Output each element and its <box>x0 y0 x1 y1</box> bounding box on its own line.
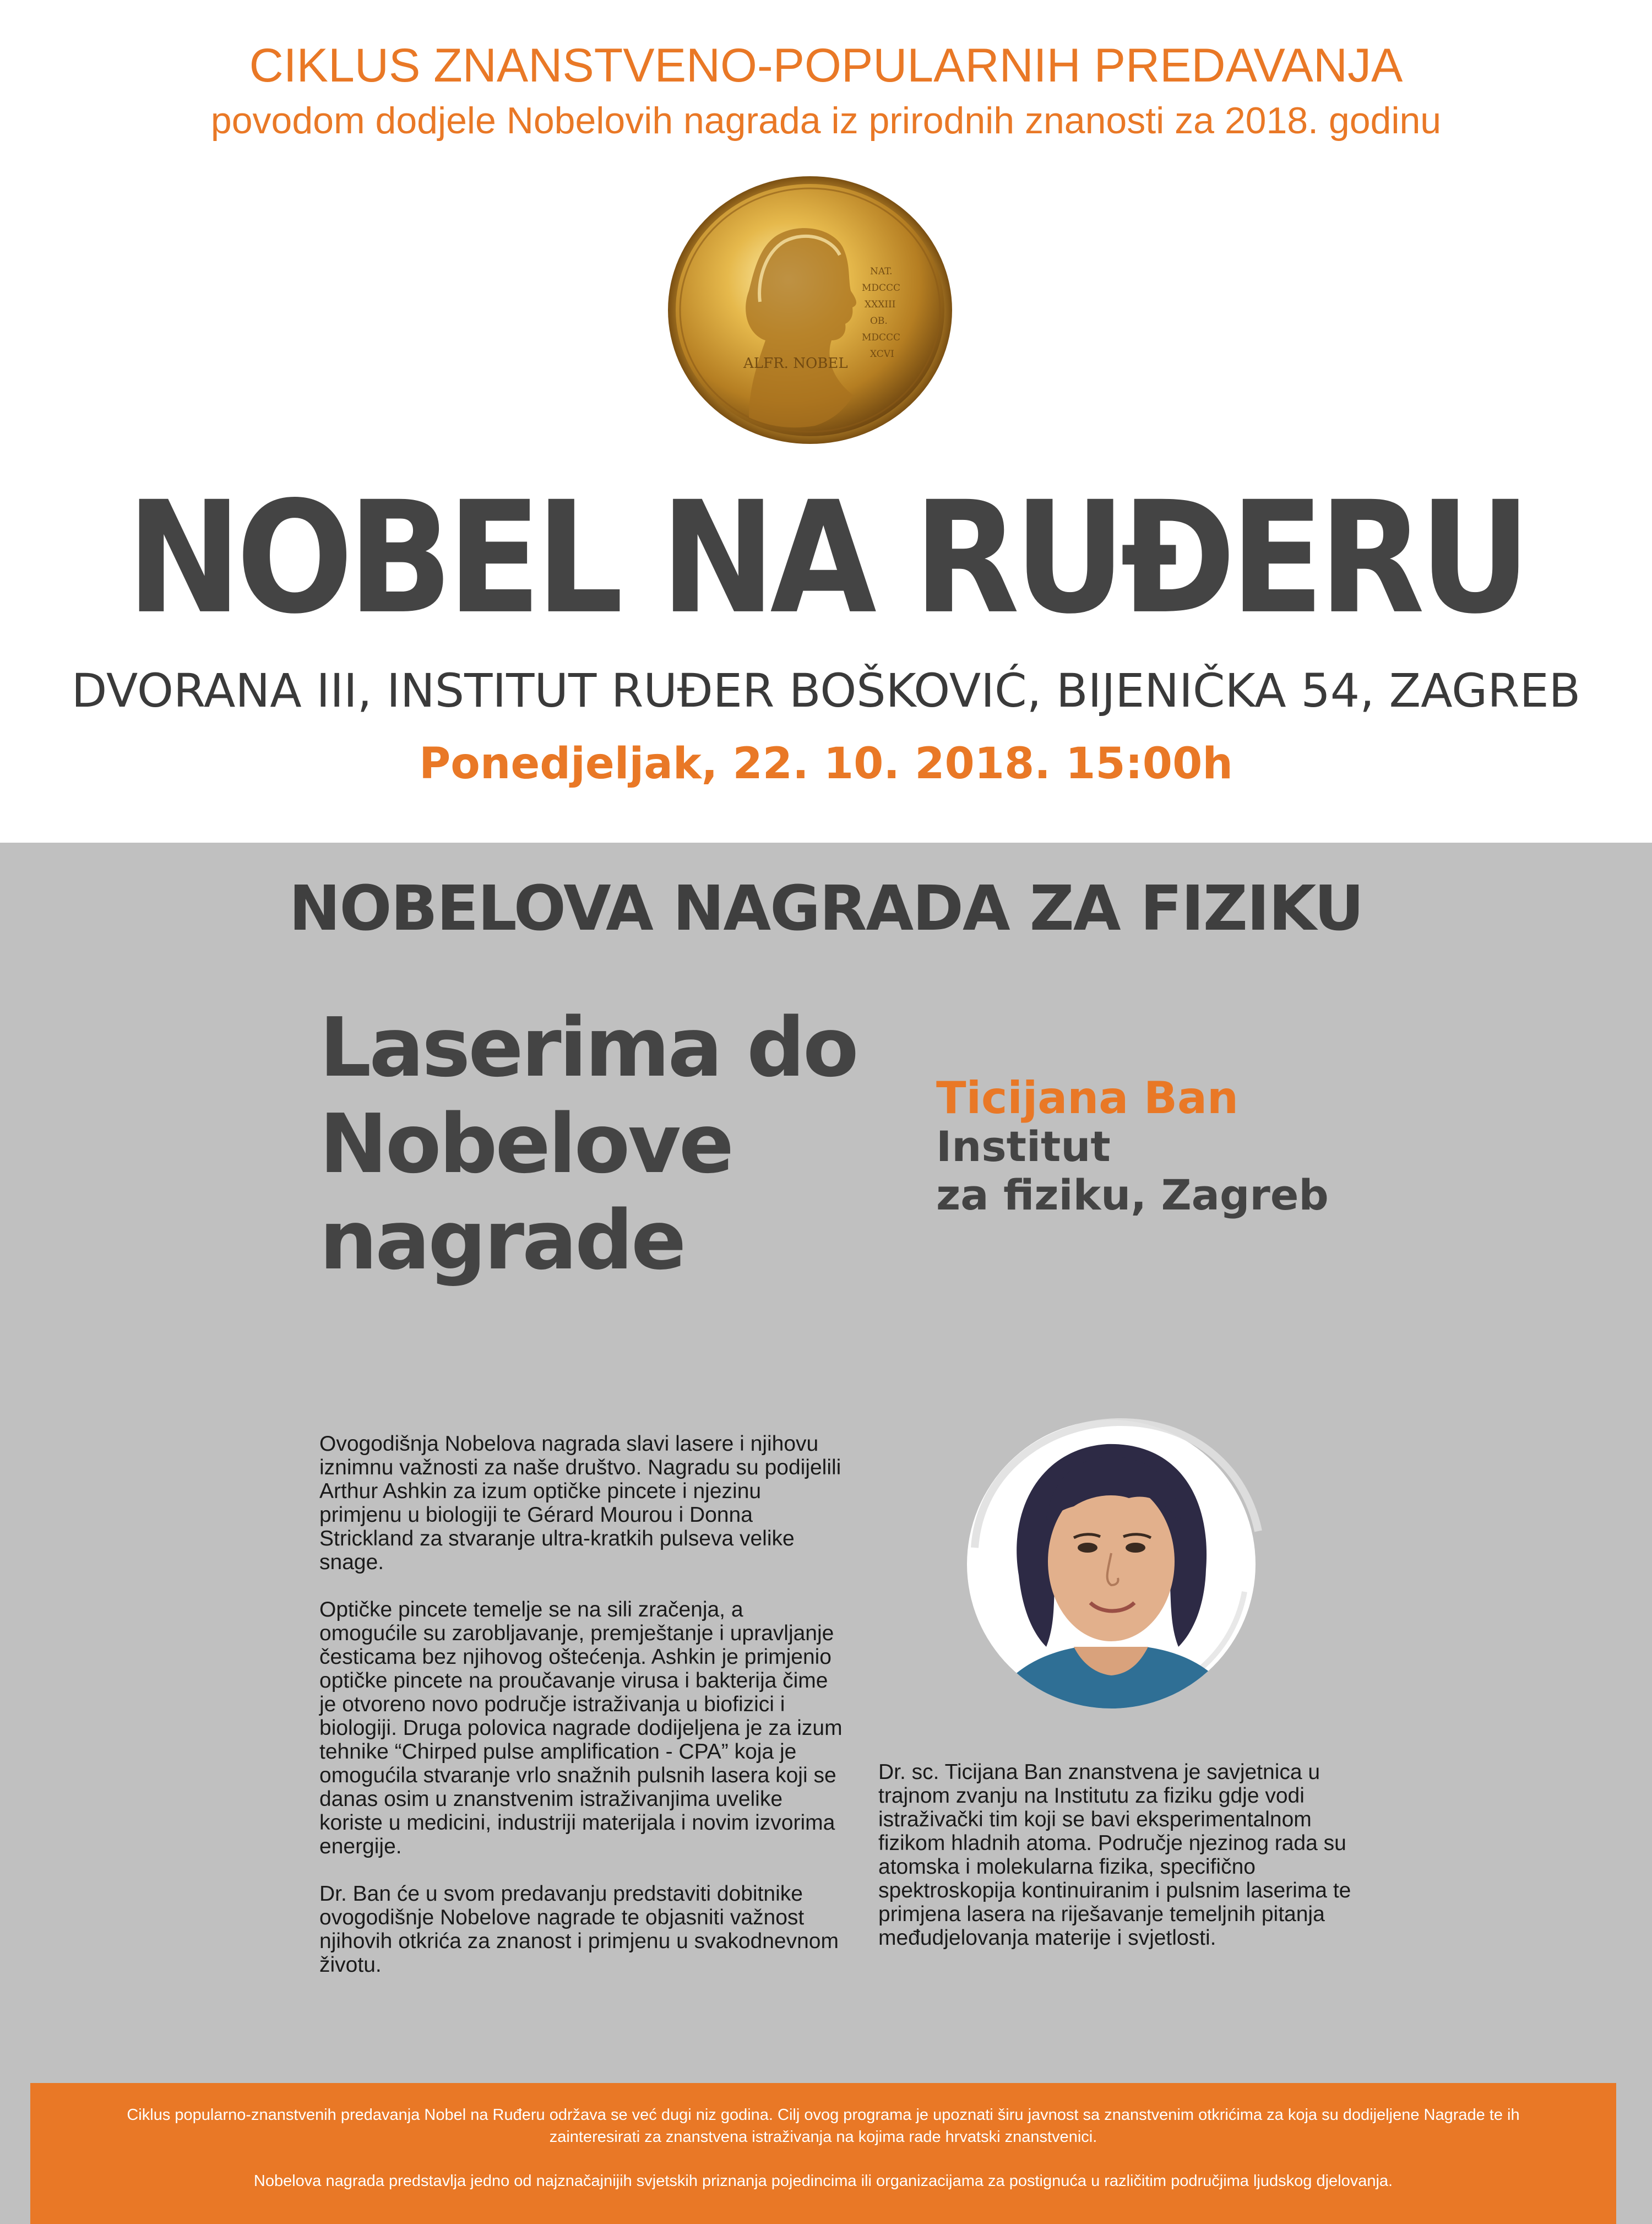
speaker-institute-line: za fiziku, Zagreb <box>936 1170 1329 1219</box>
footer-banner <box>30 2083 1616 2224</box>
footer-paragraph: Nobelova nagrada predstavlja jedno od najznačajnijih svjetskih priznanja pojedincima ili organizacijama za postignuća u različitim područjima ljudskog djelovanja. <box>253 2172 1393 2190</box>
speaker-name: Ticijana Ban <box>936 1072 1238 1124</box>
medal-inscription-name: ALFR. NOBEL <box>743 355 848 372</box>
section-title: NOBELOVA NAGRADA ZA FIZIKU <box>289 873 1363 945</box>
speaker-block <box>936 1074 1377 1219</box>
medal-inscription-right: NAT. MDCCC XXXIII OB. MDCCC XCVI <box>862 266 901 360</box>
abstract-paragraph: Dr. Ban će u svom predavanju predstaviti dobitnike ovogodišnje Nobelove nagrade te objasniti važnost njihovih otkrića za znanost i primjenu u svakodnevnom životu. <box>319 1882 839 1977</box>
series-subheading: povodom dodjele Nobelovih nagrada iz prirodnih znanosti za 2018. godinu <box>210 100 1442 142</box>
nobel-medal-image <box>666 175 954 445</box>
abstract-paragraph: Ovogodišnja Nobelova nagrada slavi lasere i njihovu iznimnu važnosti za naše društvo. Nagradu su podijelili Arthur Ashkin za izum optičke pincete i njezinu primjenu u biologiji te Gérard Mourou i Donna Strickland za stvaranje ultra-kratkih pulseva velike snage. <box>319 1432 841 1574</box>
event-date: Ponedjeljak, 22. 10. 2018. 15:00h <box>419 739 1233 789</box>
lecture-title-line: Nobelove <box>319 1097 732 1191</box>
event-title: NOBEL NA RUĐERU <box>126 468 1526 648</box>
lecture-abstract <box>319 1432 843 2000</box>
abstract-paragraph: Optičke pincete temelje se na sili zračenja, a omogućile su zarobljavanje, premještanje i upravljanje česticama bez njihovog oštećenja. Ashkin je primjenio optičke pincete na proučavanje virusa i bakterija čime je otvoreno novo područje istraživanja u biofizici i biologiji. Druga polovica nagrade dodijeljena je za izum tehnike “Chirped pulse amplification - CPA” koja je omogućila stvaranje vrlo snažnih pulsnih lasera koji se danas osim u znanstvenim istraživanjima uvelike koriste u medicini, industriji materijala i novim izvorima energije. <box>319 1598 843 1858</box>
lecture-title <box>319 1000 870 1289</box>
speaker-bio: Dr. sc. Ticijana Ban znanstvena je savjetnica u trajnom zvanju na Institutu za fiziku gdje vodi istraživački tim koji se bavi eksperimentalnom fizikom hladnih atoma. Područje njezinog rada su atomska i molekularna fizika, specifično spektroskopija kontinuiranim i pulsnim laserima te primjena lasera na riješavanje temeljnih pitanja međudjelovanja materije i svjetlosti. <box>878 1760 1351 1950</box>
lecture-title-line: nagrade <box>319 1193 684 1288</box>
speaker-institute-line: Institut <box>936 1122 1111 1171</box>
event-location: DVORANA III, INSTITUT RUĐER BOŠKOVIĆ, BIJENIČKA 54, ZAGREB <box>71 664 1581 718</box>
series-heading: CIKLUS ZNANSTVENO-POPULARNIH PREDAVANJA <box>249 39 1403 92</box>
lecture-title-line: Laserima do <box>319 1000 857 1095</box>
footer-paragraph: Ciklus popularno-znanstvenih predavanja Nobel na Ruđeru održava se već dugi niz godina. Cilj ovog programa je upoznati širu javnost sa znanstvenim otkrićima za koja su dodijeljene Nagrade te ih zainteresirati za znanstvena istraživanja na kojima rade hrvatski znanstvenici. <box>127 2106 1520 2146</box>
speaker-portrait-image <box>936 1410 1289 1713</box>
